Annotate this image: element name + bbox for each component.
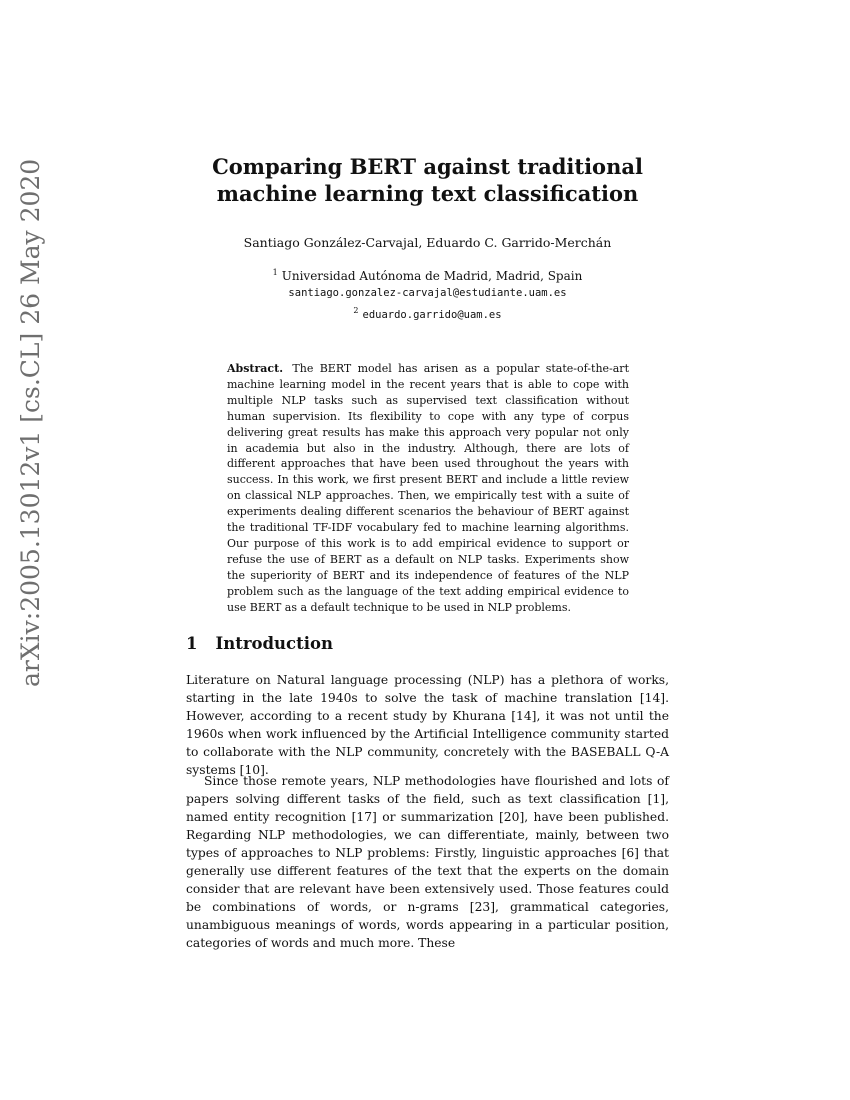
author-email-1[interactable]: santiago.gonzalez-carvajal@estudiante.uam.es <box>288 287 567 299</box>
body-paragraph-2: Since those remote years, NLP methodologies have flourished and lots of papers solving different tasks of the field, such as text classification [1], named entity recognition [17] or summarization [20], have been published. Regarding NLP methodologies, we can differentiate, mainly, between two types of approaches to NLP problems: Firstly, linguistic approaches [6] that generally use different features of the text that the experts on the domain consider that are relevant have been extensively used. Those features could be combinations of words, or n-grams [23], grammatical categories, unambiguous meanings of words, words appearing in a particular position, categories of words and much more. These <box>186 774 669 950</box>
body-paragraph-1: Literature on Natural language processing (NLP) has a plethora of works, starting in the late 1940s to solve the task of machine translation [14]. However, according to a recent study by Khurana [14], it was not until the 1960s when work influenced by the Artificial Intelligence community started to collaborate with the NLP community, concretely with the BASEBALL Q-A systems [10]. <box>186 673 669 777</box>
author-email-2[interactable]: eduardo.garrido@uam.es <box>362 309 502 321</box>
abstract-text: The BERT model has arisen as a popular state-of-the-art machine learning model in the recent years that is able to cope with multiple NLP tasks such as supervised text classification without human supervision. Its flexibility to cope with any type of corpus delivering great results has make this approach very popular not only in academia but also in the industry. Although, there are lots of different approaches that have been used throughout the years with success. In this work, we first present BERT and include a little review on classical NLP approaches. Then, we empirically test with a suite of experiments dealing different scenarios the behaviour of BERT against the traditional TF-IDF vocabulary fed to machine learning algorithms. Our purpose of this work is to add empirical evidence to support or refuse the use of BERT as a default on NLP tasks. Experiments show the superiority of BERT and its independence of features of the NLP problem such as the language of the text adding empirical evidence to use BERT as a default technique to be used in NLP problems. <box>227 362 629 614</box>
section-title: Introduction <box>215 634 333 653</box>
abstract-label: Abstract. <box>227 362 284 375</box>
section-heading-introduction <box>186 634 666 653</box>
affiliation-block <box>180 264 675 324</box>
paper-title: Comparing BERT against traditional machine learning text classification <box>212 154 643 206</box>
abstract <box>227 361 629 616</box>
author-list: Santiago González-Carvajal, Eduardo C. Garrido-Merchán <box>243 235 612 250</box>
affiliation-line <box>180 264 675 285</box>
affiliation-mark-2: 2 <box>353 306 359 315</box>
arxiv-identifier-stamp: arXiv:2005.13012v1 [cs.CL] 26 May 2020 <box>16 158 45 687</box>
affiliation-line-2 <box>180 302 675 324</box>
section-number: 1 <box>186 634 198 653</box>
institution-name: Universidad Autónoma de Madrid, Madrid, Spain <box>281 269 583 283</box>
affiliation-mark-1: 1 <box>272 268 278 277</box>
